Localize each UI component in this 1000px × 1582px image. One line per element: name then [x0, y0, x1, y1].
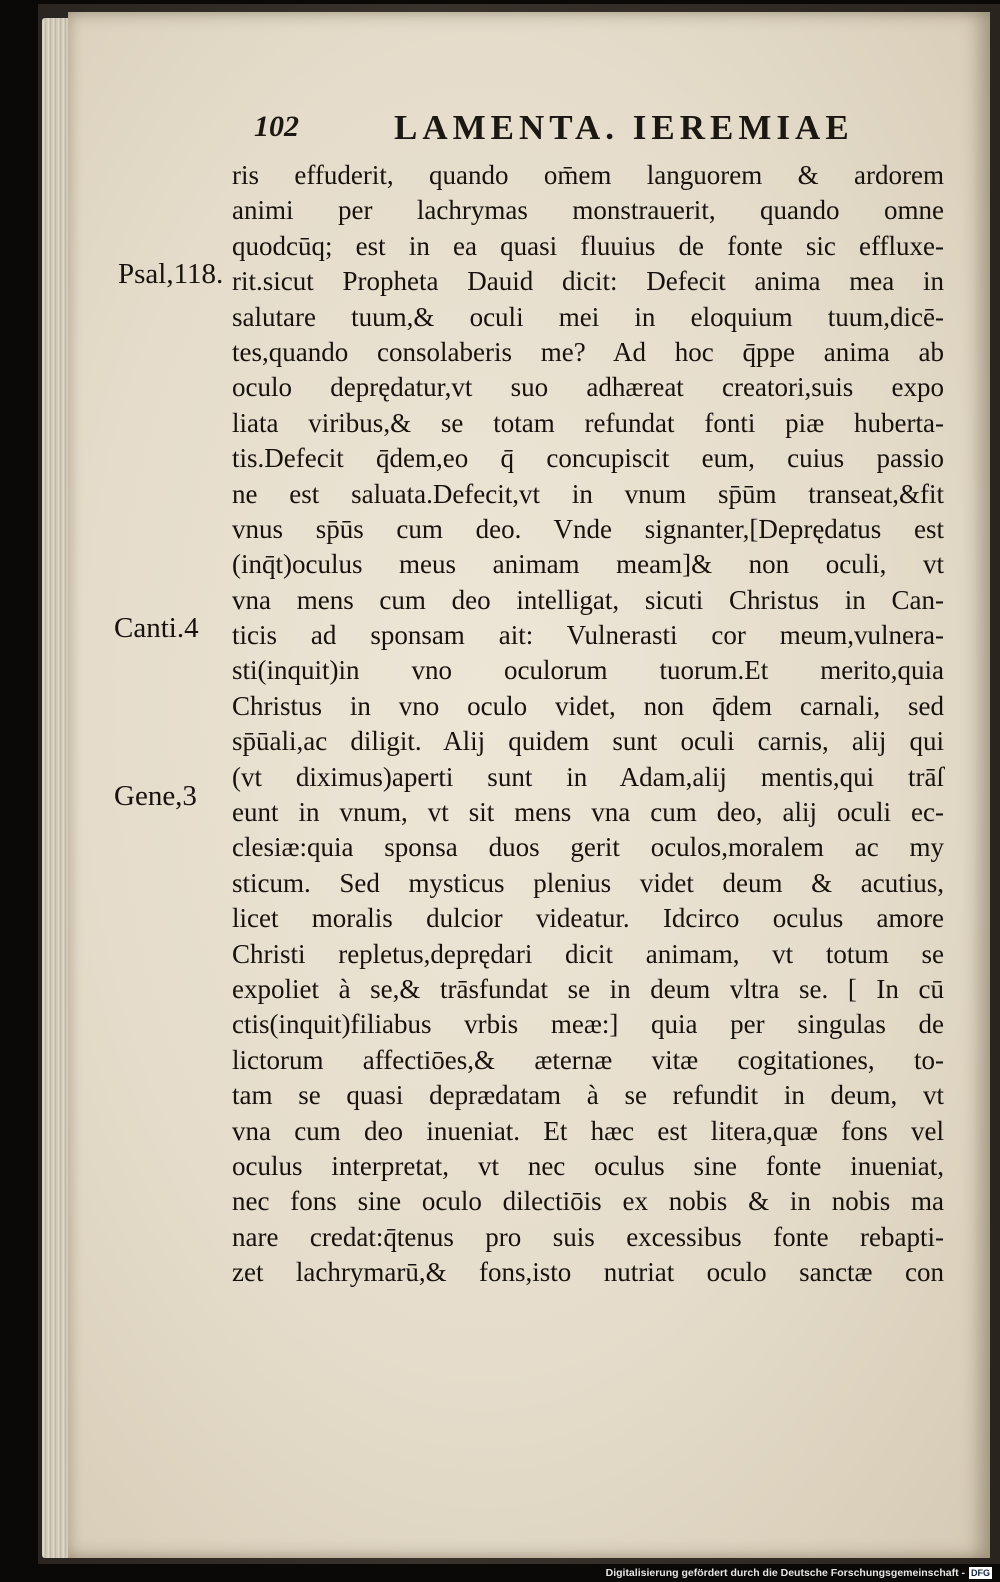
text-line: tis.Defecit q̄dem,eo q̄ concupiscit eum, cuius passio	[232, 443, 944, 474]
text-line: expoliet à se,& trāsfundat se in deum vltra se. [ In cū	[232, 973, 944, 1004]
text-line: (inq̄t)oculus meus animam meam]& non oculi, vt	[232, 549, 944, 580]
text-line: vnus sp̄ūs cum deo. Vnde signanter,[Deprędatus est	[232, 513, 944, 544]
text-line: vna cum deo inueniat. Et hæc est litera,quæ fons vel	[232, 1115, 944, 1146]
text-line: licet moralis dulcior videatur. Idcirco oculus amore	[232, 903, 944, 934]
dfg-logo: DFG	[971, 1568, 990, 1578]
page-title: LAMENTA. IEREMIAE	[394, 108, 854, 147]
text-line: zet lachrymarū,& fons,isto nutriat oculo sanctæ con	[232, 1257, 944, 1288]
margin-note-genesis: Gene,3	[114, 780, 197, 812]
text-line: nec fons sine oculo dilectiōis ex nobis & in nobis ma	[232, 1186, 944, 1217]
text-line: ctis(inquit)filiabus vrbis meæ:] quia per singulas de	[232, 1009, 944, 1040]
text-line: liata viribus,& se totam refundat fonti piæ huberta-	[232, 407, 944, 438]
text-line: ne est saluata.Defecit,vt in vnum sp̄ūm transeat,&fit	[232, 478, 944, 509]
text-line: eunt in vnum, vt sit mens vna cum deo, alij oculi ec-	[232, 797, 944, 828]
text-line: vna mens cum deo intelligat, sicuti Christus in Can-	[232, 584, 944, 615]
text-line: quodcūq; est in ea quasi fluuius de fonte sic effluxe-	[232, 230, 944, 261]
margin-note-canticles: Canti.4	[114, 612, 199, 644]
body-text	[232, 158, 944, 1291]
text-line: Christi repletus,deprędari dicit animam, vt totum se	[232, 938, 944, 969]
text-line: (vt diximus)aperti sunt in Adam,alij mentis,qui trāſ	[232, 761, 944, 792]
margin-note-psalm: Psal,118.	[118, 258, 224, 290]
text-line: nare credat:q̄tenus pro suis excessibus fonte rebapti-	[232, 1221, 944, 1252]
text-line: animi per lachrymas monstrauerit, quando omne	[232, 195, 944, 226]
text-line: sticum. Sed mysticus plenius videt deum & acutius,	[232, 867, 944, 898]
running-head	[254, 108, 894, 154]
credit-text: Digitalisierung gefördert durch die Deutsche Forschungsgemeinschaft -	[605, 1567, 965, 1579]
text-line: salutare tuum,& oculi mei in eloquium tuum,dicē-	[232, 301, 944, 332]
text-line: lictorum affectiōes,& æternæ vitæ cogitationes, to-	[232, 1044, 944, 1075]
text-line: sti(inquit)in vno oculorum tuorum.Et merito,quia	[232, 655, 944, 686]
text-line: tes,quando consolaberis me? Ad hoc q̄ppe anima ab	[232, 336, 944, 367]
text-line: clesiæ:quia sponsa duos gerit oculos,moralem ac my	[232, 832, 944, 863]
text-line: rit.sicut Propheta Dauid dicit: Defecit anima mea in	[232, 266, 944, 297]
text-line: oculus interpretat, vt nec oculus sine fonte inueniat,	[232, 1150, 944, 1181]
text-line: sp̄ūali,ac diligit. Alij quidem sunt oculi carnis, alij qui	[232, 726, 944, 757]
text-line: ticis ad sponsam ait: Vulnerasti cor meum,vulnera-	[232, 620, 944, 651]
page-number: 102	[254, 110, 299, 143]
text-line: Christus in vno oculo videt, non q̄dem carnali, sed	[232, 690, 944, 721]
text-line: tam se quasi deprædatam à se refundit in deum, vt	[232, 1080, 944, 1111]
digitization-credit	[606, 1565, 992, 1581]
text-line: oculo deprędatur,vt suo adhæreat creatori,suis expo	[232, 372, 944, 403]
text-line: ris effuderit, quando om̄em languorem & ardorem	[232, 160, 944, 190]
